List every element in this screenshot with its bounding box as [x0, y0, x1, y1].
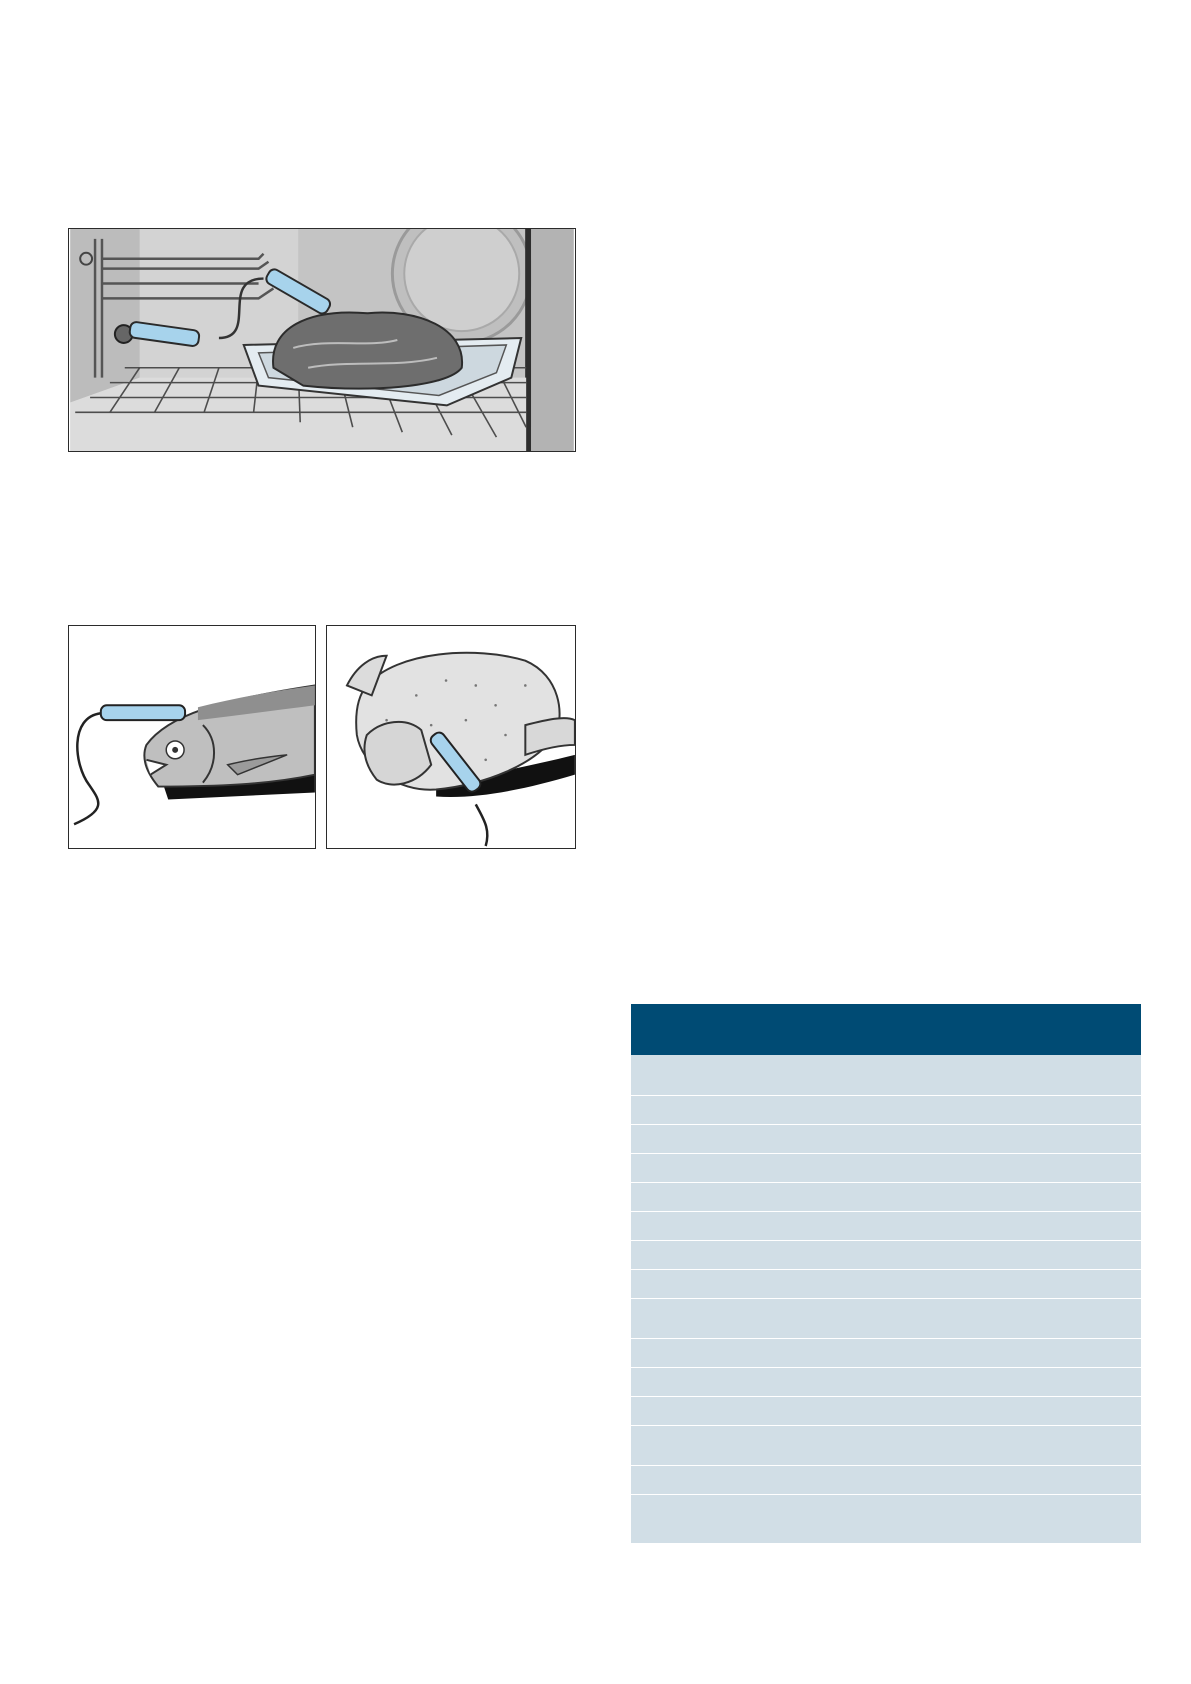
oven-meat-probe-illustration	[69, 229, 575, 451]
table-row	[631, 1211, 1141, 1240]
table-row	[631, 1367, 1141, 1396]
table-row	[631, 1182, 1141, 1211]
data-table	[631, 1004, 1141, 1543]
fish-probe-illustration	[69, 626, 315, 848]
table-row	[631, 1465, 1141, 1494]
table-row	[631, 1095, 1141, 1124]
table-row	[631, 1338, 1141, 1367]
table-row	[631, 1269, 1141, 1298]
table-header	[631, 1004, 1141, 1055]
table-row	[631, 1055, 1141, 1095]
chicken-probe-figure	[326, 625, 576, 849]
table-row	[631, 1396, 1141, 1425]
table-row	[631, 1298, 1141, 1338]
table-row	[631, 1124, 1141, 1153]
table-row	[631, 1240, 1141, 1269]
table-row	[631, 1153, 1141, 1182]
oven-probe-figure	[68, 228, 576, 452]
chicken-probe-illustration	[327, 626, 575, 848]
table-row	[631, 1425, 1141, 1465]
table-row	[631, 1494, 1141, 1543]
fish-probe-figure	[68, 625, 316, 849]
